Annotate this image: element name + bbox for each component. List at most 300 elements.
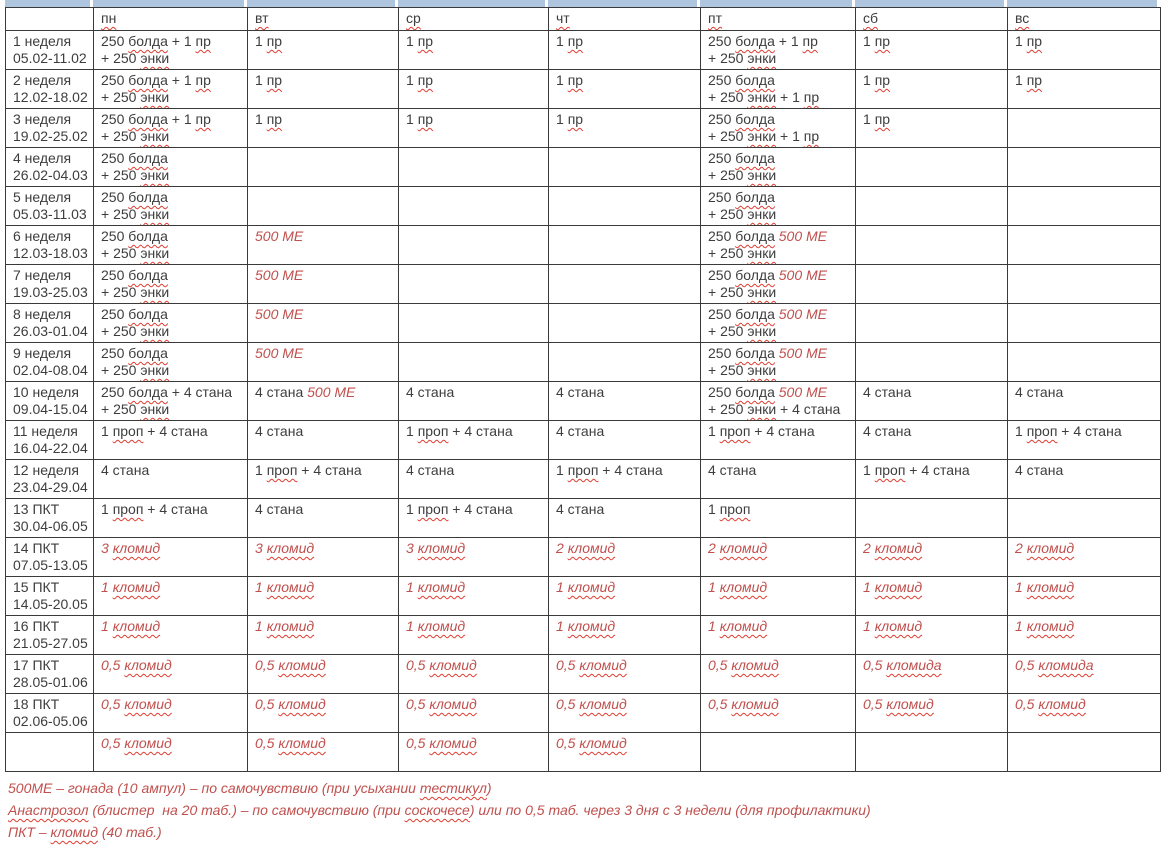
text-run: + 4 стана [776,401,841,417]
footnote-line[interactable] [8,799,1171,821]
schedule-cell[interactable] [399,148,549,187]
misspelled-word: болда [128,33,168,49]
misspelled-word: кломид [719,579,768,595]
misspelled-word: кломид [124,735,172,751]
misspelled-word: энки [747,284,777,300]
text-run: 1 [406,501,418,517]
schedule-cell[interactable] [94,382,248,421]
misspelled-word: энки [140,323,170,339]
schedule-cell[interactable] [549,148,701,187]
schedule-cell[interactable] [1008,460,1161,499]
text-run: 500 МЕ [307,384,356,400]
text-run: 250 [101,267,129,283]
schedule-cell[interactable] [94,148,248,187]
schedule-cell[interactable] [549,343,701,382]
text-run: + 4 стана [143,501,208,517]
day-header-cell[interactable] [94,8,248,31]
text-run: + 4 стана [448,501,513,517]
text-run: 14.05-20.05 [13,596,88,612]
table-row [6,421,1161,460]
schedule-cell[interactable] [1008,577,1161,616]
schedule-cell[interactable] [701,226,856,265]
text-run: 12.02-18.02 [13,89,88,105]
misspelled-word: пр [567,111,584,127]
misspelled-word: энки [140,401,170,417]
schedule-cell[interactable] [549,577,701,616]
schedule-cell[interactable] [549,304,701,343]
week-label-cell[interactable] [6,187,94,226]
schedule-cell[interactable] [549,265,701,304]
schedule-cell[interactable] [1008,655,1161,694]
schedule-cell[interactable] [701,265,856,304]
schedule-cell[interactable] [701,187,856,226]
schedule-cell[interactable] [248,616,399,655]
week-label-cell[interactable] [6,460,94,499]
schedule-cell[interactable] [701,694,856,733]
text-run: + 4 стана [167,384,233,400]
schedule-cell[interactable] [248,187,399,226]
schedule-cell[interactable] [549,382,701,421]
schedule-cell[interactable] [248,421,399,460]
schedule-cell[interactable] [856,304,1008,343]
week-label-cell[interactable] [6,226,94,265]
misspelled-word: тестикул [419,780,487,796]
schedule-cell[interactable] [248,226,399,265]
schedule-cell[interactable] [856,148,1008,187]
schedule-cell[interactable] [399,382,549,421]
week-label-cell[interactable] [6,499,94,538]
strip-segment [548,0,697,7]
schedule-cell[interactable] [94,70,248,109]
text-run: 2 неделя [13,72,72,88]
schedule-cell[interactable] [701,148,856,187]
text-run: 0,5 [863,657,887,673]
schedule-cell[interactable] [1008,421,1161,460]
schedule-cell[interactable] [701,538,856,577]
text-run: 19.03-25.03 [13,284,88,300]
table-row [6,187,1161,226]
text-run: 4 стана [255,423,304,439]
week-label-cell[interactable] [6,733,94,772]
schedule-cell[interactable] [856,226,1008,265]
schedule-cell[interactable] [549,694,701,733]
day-header-cell[interactable] [701,8,856,31]
text-run: 1 [863,462,875,478]
misspelled-word: болда [128,345,168,361]
week-label-cell[interactable] [6,148,94,187]
misspelled-word: кломид [579,696,627,712]
schedule-cell[interactable] [248,109,399,148]
text-run: + 250 [708,323,748,339]
schedule-cell[interactable] [856,70,1008,109]
text-run: + 1 [776,89,804,105]
schedule-cell[interactable] [549,187,701,226]
schedule-cell[interactable] [701,733,856,772]
schedule-cell[interactable] [248,148,399,187]
text-run: 12 неделя [13,462,79,478]
week-label-cell[interactable] [6,538,94,577]
schedule-cell[interactable] [399,694,549,733]
week-label-cell[interactable] [6,382,94,421]
schedule-cell[interactable] [94,226,248,265]
schedule-cell[interactable] [399,616,549,655]
schedule-cell[interactable] [399,343,549,382]
week-label-cell[interactable] [6,655,94,694]
schedule-cell[interactable] [701,382,856,421]
schedule-cell[interactable] [248,460,399,499]
schedule-cell[interactable] [399,499,549,538]
week-label-cell[interactable] [6,31,94,70]
misspelled-word: кломид [567,579,616,595]
schedule-cell[interactable] [94,421,248,460]
text-run: 250 [708,111,736,127]
text-run: + 250 [101,89,141,105]
text-run: 02.06-05.06 [13,713,88,729]
schedule-cell[interactable] [1008,265,1161,304]
text-run: 17 ПКТ [13,657,60,673]
schedule-cell[interactable] [701,616,856,655]
text-run: 05.03-11.03 [13,206,87,222]
misspelled-word: пр [874,111,891,127]
text-run: + 250 [101,284,141,300]
schedule-cell[interactable] [94,616,248,655]
misspelled-word: энки [140,167,170,183]
schedule-cell[interactable] [1008,538,1161,577]
week-label-cell[interactable] [6,616,94,655]
misspelled-word: энки [747,89,777,105]
schedule-cell[interactable] [399,304,549,343]
misspelled-word: пр [567,33,584,49]
schedule-cell[interactable] [1008,109,1161,148]
misspelled-word: болда [735,33,775,49]
table-header [6,8,1161,31]
schedule-cell[interactable] [701,655,856,694]
text-run: + 250 [708,167,748,183]
text-run: + 250 [708,206,748,222]
schedule-cell[interactable] [549,109,701,148]
schedule-cell[interactable] [549,538,701,577]
schedule-cell[interactable] [856,421,1008,460]
schedule-cell[interactable] [1008,70,1161,109]
text-run: 1 [708,579,720,595]
text-run: 0,5 [406,735,430,751]
text-run: 1 [556,72,568,88]
text-run: + 4 стана [297,462,362,478]
misspelled-word: болда [128,150,168,166]
text-run: 4 стана [406,384,455,400]
week-label-cell[interactable] [6,265,94,304]
text-run: 1 [708,618,720,634]
text-run: 4 стана [556,501,605,517]
schedule-cell[interactable] [248,499,399,538]
text-run: 1 [406,33,418,49]
text-run: 1 неделя [13,33,72,49]
text-run: 15 ПКТ [13,579,60,595]
week-label-cell[interactable] [6,109,94,148]
schedule-cell[interactable] [549,460,701,499]
schedule-cell[interactable] [856,538,1008,577]
schedule-cell[interactable] [701,343,856,382]
misspelled-word: проп [567,462,599,478]
day-header-cell[interactable] [856,8,1008,31]
misspelled-word: пн [101,10,117,26]
misspelled-word: болда [128,72,168,88]
misspelled-word: кломид [429,696,477,712]
text-run: + 250 [708,245,748,261]
misspelled-word: проп [1026,423,1058,439]
text-run: + 250 [708,401,748,417]
schedule-cell[interactable] [399,421,549,460]
schedule-cell[interactable] [701,499,856,538]
misspelled-word: кломид [579,657,627,673]
text-run: 1 [863,72,875,88]
schedule-cell[interactable] [399,538,549,577]
misspelled-word: соскочесе [404,802,470,818]
schedule-cell[interactable] [1008,733,1161,772]
schedule-cell[interactable] [399,226,549,265]
text-run: 26.03-01.04 [13,323,88,339]
schedule-cell[interactable] [701,109,856,148]
text-run: 0,5 [708,696,732,712]
week-label-cell[interactable] [6,421,94,460]
text-run: 26.02-04.03 [13,167,88,183]
schedule-cell[interactable] [94,109,248,148]
schedule-cell[interactable] [1008,382,1161,421]
schedule-cell[interactable] [399,31,549,70]
table-row [6,499,1161,538]
strip-segment [247,0,395,7]
schedule-cell[interactable] [94,499,248,538]
schedule-cell[interactable] [1008,616,1161,655]
text-run: + 250 [708,50,748,66]
schedule-cell[interactable] [549,226,701,265]
table-row [6,733,1161,772]
misspelled-word: пр [195,33,211,49]
misspelled-word: энки [140,284,170,300]
schedule-cell[interactable] [94,460,248,499]
schedule-cell[interactable] [94,538,248,577]
text-run: 6 неделя [13,228,72,244]
text-run: 250 [708,228,736,244]
text-run: 250 [708,345,736,361]
schedule-cell[interactable] [248,538,399,577]
schedule-cell[interactable] [94,343,248,382]
text-run: 2 [863,540,875,556]
schedule-cell[interactable] [1008,148,1161,187]
schedule-cell[interactable] [856,577,1008,616]
schedule-cell[interactable] [248,265,399,304]
header-row [6,8,1161,31]
week-label-cell[interactable] [6,343,94,382]
schedule-cell[interactable] [856,382,1008,421]
schedule-cell[interactable] [549,655,701,694]
schedule-cell[interactable] [856,265,1008,304]
text-run: + 250 [101,245,141,261]
corner-cell[interactable] [6,8,94,31]
schedule-cell[interactable] [701,304,856,343]
text-run: 19.02-25.02 [13,128,88,144]
text-run: 1 [101,618,113,634]
schedule-cell[interactable] [94,694,248,733]
schedule-cell[interactable] [399,577,549,616]
schedule-cell[interactable] [1008,226,1161,265]
schedule-cell[interactable] [856,343,1008,382]
text-run: + 4 стана [750,423,815,439]
schedule-cell[interactable] [856,460,1008,499]
text-run: 1 [255,111,267,127]
text-run: 4 стана [255,384,308,400]
schedule-cell[interactable] [856,499,1008,538]
schedule-cell[interactable] [856,109,1008,148]
schedule-cell[interactable] [94,733,248,772]
text-run: 250 [708,189,736,205]
schedule-cell[interactable] [1008,499,1161,538]
schedule-cell[interactable] [856,655,1008,694]
schedule-cell[interactable] [248,343,399,382]
schedule-cell[interactable] [94,31,248,70]
text-run: 1 [101,579,113,595]
schedule-cell[interactable] [701,421,856,460]
text-run: 09.04-15.04 [13,401,88,417]
misspelled-word: проп [719,423,751,439]
schedule-cell[interactable] [856,694,1008,733]
text-run: 1 [708,423,720,439]
misspelled-word: болда [735,228,775,244]
schedule-cell[interactable] [1008,343,1161,382]
misspelled-word: сб [863,10,879,26]
schedule-cell[interactable] [399,187,549,226]
schedule-cell[interactable] [549,421,701,460]
schedule-cell[interactable] [248,655,399,694]
misspelled-word: проп [874,462,906,478]
text-run: 500МЕ – гонада (10 ампул) – по самочувствию (при усыхании [8,780,420,796]
schedule-cell[interactable] [248,382,399,421]
misspelled-word: проп [417,423,449,439]
text-run: 4 стана [863,384,912,400]
schedule-cell[interactable] [856,187,1008,226]
text-run: 250 [708,267,736,283]
schedule-cell[interactable] [248,70,399,109]
misspelled-word: пр [266,72,283,88]
schedule-cell[interactable] [549,31,701,70]
text-run: 4 стана [101,462,150,478]
text-run: 500 МЕ [778,306,828,322]
table-row [6,304,1161,343]
schedule-cell[interactable] [248,31,399,70]
text-run: 23.04-29.04 [13,479,88,495]
day-header-cell[interactable] [1008,8,1161,31]
misspelled-word: энки [747,362,777,378]
week-label-cell[interactable] [6,304,94,343]
text-run: 0,5 [406,696,430,712]
footnote-line[interactable] [8,821,1171,843]
misspelled-word: пр [195,111,211,127]
text-run: 0,5 [708,657,732,673]
text-run: 02.04-08.04 [13,362,88,378]
text-run: 1 [406,111,418,127]
schedule-cell[interactable] [94,265,248,304]
misspelled-word: кломид [112,540,161,556]
footnotes [8,777,1171,843]
schedule-cell[interactable] [399,460,549,499]
text-run: 1 [255,462,267,478]
text-run: 4 стана [556,384,605,400]
schedule-cell[interactable] [856,31,1008,70]
text-run: 2 [1015,540,1027,556]
schedule-cell[interactable] [1008,31,1161,70]
text-run: + 1 [776,128,804,144]
text-run: 2 [708,540,720,556]
text-run: 4 неделя [13,150,72,166]
schedule-cell[interactable] [549,499,701,538]
text-run: + 250 [101,50,141,66]
text-run: 1 [556,618,568,634]
text-run: + 4 стана [598,462,663,478]
schedule-cell[interactable] [1008,304,1161,343]
schedule-cell[interactable] [701,460,856,499]
misspelled-word: болда [735,345,775,361]
schedule-cell[interactable] [701,31,856,70]
schedule-cell[interactable] [248,733,399,772]
schedule-cell[interactable] [1008,694,1161,733]
schedule-cell[interactable] [94,655,248,694]
week-label-cell[interactable] [6,577,94,616]
misspelled-word: кломид [124,657,172,673]
week-label-cell[interactable] [6,694,94,733]
day-header-cell[interactable] [248,8,399,31]
text-run: 4 стана [1015,384,1064,400]
schedule-cell[interactable] [1008,187,1161,226]
schedule-cell[interactable] [856,616,1008,655]
schedule-cell[interactable] [399,655,549,694]
schedule-cell[interactable] [399,265,549,304]
schedule-cell[interactable] [549,733,701,772]
text-run: 1 [863,579,875,595]
schedule-cell[interactable] [248,694,399,733]
misspelled-word: кломида [886,657,942,673]
text-run: 1 [406,72,418,88]
text-run: 16 ПКТ [13,618,60,634]
day-header-cell[interactable] [549,8,701,31]
schedule-cell[interactable] [856,733,1008,772]
schedule-cell[interactable] [94,187,248,226]
misspelled-word: кломид [417,579,466,595]
text-run: 500 МЕ [778,345,828,361]
schedule-cell[interactable] [399,109,549,148]
schedule-cell[interactable] [549,70,701,109]
text-run: 8 неделя [13,306,72,322]
misspelled-word: болда [128,228,168,244]
footnote-line[interactable] [8,777,1171,799]
schedule-cell[interactable] [399,70,549,109]
schedule-cell[interactable] [94,577,248,616]
misspelled-word: проп [266,462,298,478]
schedule-cell[interactable] [549,616,701,655]
schedule-cell[interactable] [701,70,856,109]
week-label-cell[interactable] [6,70,94,109]
text-run: 500 МЕ [255,306,304,322]
text-run: 0,5 [863,696,887,712]
day-header-cell[interactable] [399,8,549,31]
schedule-cell[interactable] [94,304,248,343]
table-row [6,265,1161,304]
schedule-cell[interactable] [248,577,399,616]
table-body [6,31,1161,772]
schedule-cell[interactable] [399,733,549,772]
text-run: 0,5 [255,696,279,712]
schedule-cell[interactable] [701,577,856,616]
schedule-cell[interactable] [248,304,399,343]
